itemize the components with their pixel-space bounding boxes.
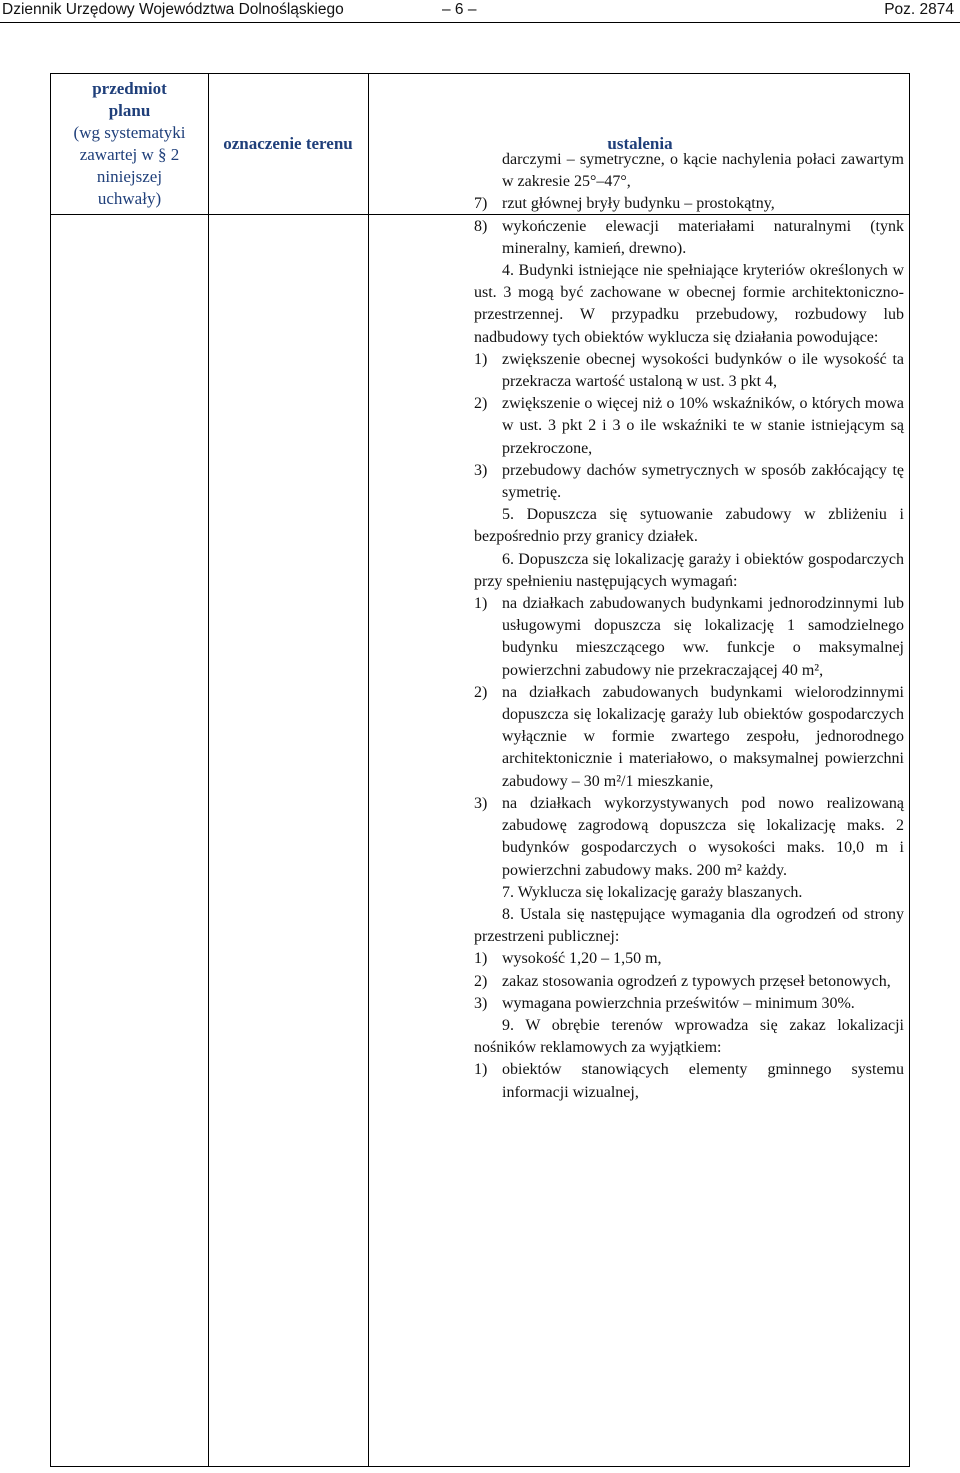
item-text: zwiększenie o więcej niż o 10% wskaźników, o których mowa w ust. 3 pkt 2 i 3 o ile wskaźniki te w stanie istniejącym są przekroczone,: [502, 395, 904, 457]
section-8: 8. Ustala się następujące wymagania dla ogrodzeń od strony przestrzeni publicznej:: [474, 905, 904, 946]
item-number: 1): [474, 1061, 488, 1079]
item-number: 2): [474, 972, 488, 990]
list-item: [474, 216, 904, 260]
item-number: 1): [474, 350, 488, 368]
column-divider: [368, 74, 369, 1466]
item-number: 2): [474, 395, 488, 413]
regulations-text: [474, 149, 904, 1104]
item-number: 3): [474, 461, 488, 479]
item-text: wysokość 1,20 – 1,50 m,: [502, 950, 662, 968]
section-4: 4. Budynki istniejące nie spełniające kryteriów określonych w ust. 3 mogą być zachowane w obecnej formie architektoniczno-przestrzennej. W przypadku przebudowy, rozbudowy lub nadbudowy tych obiektów wyklucza się działania powodujące:: [474, 262, 904, 346]
position-number: Poz. 2874: [884, 1, 954, 18]
column-divider: [208, 74, 209, 1466]
list-item: [474, 393, 904, 460]
item-text: obiektów stanowiących elementy gminnego systemu informacji wizualnej,: [502, 1061, 904, 1101]
item-number: 8): [474, 217, 488, 235]
item-number: 3): [474, 794, 488, 812]
paragraph-text: darczymi – symetryczne, o kącie nachylenia połaci zawartym w zakresie 25°–47°,: [502, 151, 904, 191]
section-6: 6. Dopuszcza się lokalizację garaży i obiektów gospodarczych przy spełnieniu następujących wymagań:: [474, 550, 904, 590]
item-text: na działkach wykorzystywanych pod nowo realizowaną zabudowę zagrodową dopuszcza się lokalizację maks. 2 budynków gospodarczych o wysokości maks. 10,0 m i powierzchni zabudowy maks. 200 m² każdy.: [502, 794, 904, 879]
list-item: [474, 948, 904, 970]
item-text: na działkach zabudowanych budynkami wielorodzinnymi dopuszcza się lokalizację garaży lub obiektów gospodarczych wyłącznie w formie zwartego zespołu, jednorodnego architektonicznie i materiałowo, o maksymalnej powierzchni zabudowy – 30 m²/1 mieszkanie,: [502, 683, 904, 790]
header-subject-line1: przedmiot: [92, 79, 167, 98]
column-header-regulations: ustalenia: [607, 134, 673, 153]
item-text: zakaz stosowania ogrodzeń z typowych przęseł betonowych,: [502, 972, 891, 990]
list-item: [474, 149, 904, 193]
journal-title: Dziennik Urzędowy Województwa Dolnośląskiego: [2, 1, 344, 18]
header-rule: [0, 22, 960, 23]
header-subject-line2: planu: [108, 101, 151, 120]
list-item: [474, 593, 904, 682]
list-item: [474, 682, 904, 793]
list-item: [474, 971, 904, 993]
item-text: zwiększenie obecnej wysokości budynków o ile wysokość ta przekracza wartość ustaloną w ust. 3 pkt 4,: [502, 350, 904, 391]
item-text: rzut głównej bryły budynku – prostokątny,: [502, 195, 775, 213]
page-header: [0, 0, 960, 22]
list-item: [474, 1059, 904, 1103]
list-item: [474, 349, 904, 393]
item-text: na działkach zabudowanych budynkami jednorodzinnymi lub usługowymi dopuszcza się lokalizację 1 samodzielnego budynku mieszczącego ww. funkcje o maksymalnej powierzchni zabudowy nie przekraczającej 40 m²,: [502, 595, 904, 679]
item-number: 1): [474, 950, 488, 968]
item-text: wymagana powierzchnia prześwitów – minimum 30%.: [502, 994, 855, 1012]
column-header-plan-subject: [51, 74, 208, 214]
item-text: wykończenie elewacji materiałami naturalnymi (tynk mineralny, kamień, drewno).: [502, 217, 904, 257]
column-header-area-designation: oznaczenie terenu: [223, 134, 353, 153]
list-item: [474, 193, 904, 215]
list-item: [474, 993, 904, 1015]
item-number: 2): [474, 683, 488, 701]
header-subject-note: (wg systematyki zawartej w § 2 niniejszej uchwały): [73, 123, 186, 208]
list-item: [474, 460, 904, 504]
page-number: – 6 –: [442, 1, 477, 18]
item-number: 1): [474, 595, 488, 613]
section-7: 7. Wyklucza się lokalizację garaży blaszanych.: [502, 883, 803, 901]
section-9: 9. W obrębie terenów wprowadza się zakaz lokalizacji nośników reklamowych za wyjątkiem:: [474, 1016, 904, 1057]
list-item: [474, 793, 904, 882]
item-text: przebudowy dachów symetrycznych w sposób zakłócający tę symetrię.: [502, 461, 904, 502]
section-5: 5. Dopuszcza się sytuowanie zabudowy w zbliżeniu i bezpośrednio przy granicy działek.: [474, 506, 904, 546]
item-number: 7): [474, 195, 488, 213]
item-number: 3): [474, 994, 488, 1012]
